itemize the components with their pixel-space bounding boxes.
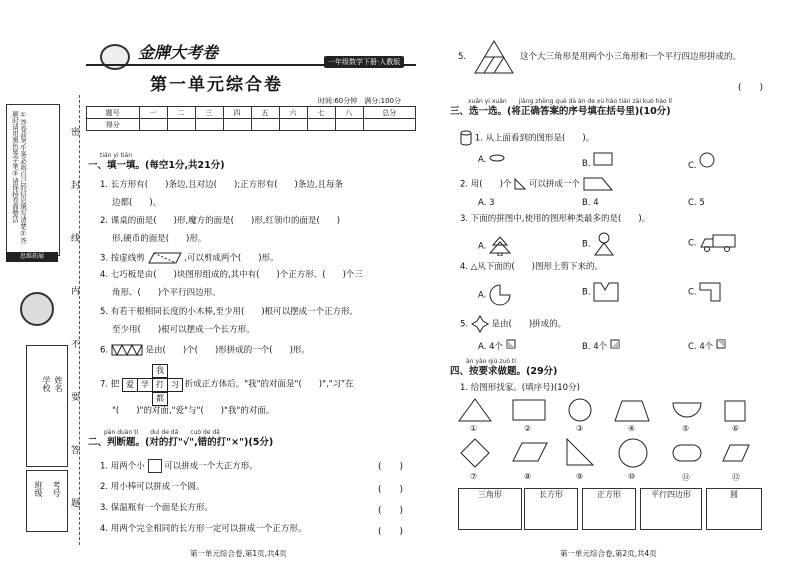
q4-line1: 4. 七巧板是由( )块图形组成的,其中有( )个正方形、( )个三	[100, 270, 363, 280]
option-label: C.	[688, 287, 697, 298]
sidebar-info-box	[26, 345, 68, 467]
q3-text-b: ,可以剪成两个( )形。	[184, 253, 279, 264]
notched-rect-icon	[593, 282, 619, 302]
q5-line1: 5. 有若干根相同长度的小木棒,至少用( )根可以摆成一个正方形,	[100, 307, 353, 317]
cube-net	[122, 366, 182, 403]
shape-number: ⑨	[576, 472, 584, 481]
slanted-parallelogram-shape	[722, 444, 750, 462]
shape-number: ⑥	[732, 424, 740, 433]
big-triangle-icon	[474, 40, 514, 74]
trapezoid-shape	[614, 400, 650, 422]
sidebar-tag: 思维拓展	[6, 252, 58, 262]
seal-char: 封	[71, 181, 81, 191]
shape-number: ③	[576, 424, 584, 433]
q2-line1: 2. 课桌的面是( )形,魔方的面是( )形,红领巾的面是( )	[100, 216, 341, 226]
sidebar-class-box	[26, 470, 68, 532]
square-shape	[724, 400, 746, 422]
section3-pinyin: xuǎn yi xuǎn jiāng zhèng què dá àn de xù hào tián zài kuò hào lǐ	[468, 98, 672, 105]
answer-paren[interactable]: ( )	[378, 485, 404, 495]
shape-number: ⑧	[524, 472, 532, 481]
home-label: 正方形	[597, 490, 621, 499]
choice-question: 3. 下面的拼图中,使用的图形种类最多的是( )。	[460, 214, 651, 224]
table-cell: 八	[335, 107, 363, 119]
judge-item: 2. 用小棒可以拼成一个圆。	[100, 482, 205, 492]
shape-number: ⑤	[682, 424, 690, 433]
score-table	[86, 106, 416, 131]
choice-question	[460, 177, 613, 191]
option-label: C. 4个	[688, 342, 714, 352]
option-b[interactable]	[582, 282, 619, 302]
option-label: A. 4个	[478, 342, 503, 352]
answer-paren[interactable]: ( )	[378, 527, 404, 537]
grade-badge: 一年级数学下册·人教版	[324, 56, 404, 68]
binding-sidebar	[0, 0, 81, 566]
footer-right: 第一单元综合卷,第2页,共4页	[560, 549, 657, 558]
field-school: 学校	[42, 376, 51, 392]
triangle-shape	[458, 398, 492, 422]
table-cell	[195, 119, 223, 131]
circle-icon	[699, 152, 715, 168]
shape-number: ⑦	[470, 472, 478, 481]
shape-number: ⑫	[732, 473, 740, 482]
pacman-shape-icon	[489, 284, 511, 306]
choice-q-text: 可以拼成一个	[528, 179, 580, 190]
net-cell: 我	[152, 364, 168, 378]
answer-paren[interactable]: ( )	[378, 506, 404, 516]
q7-text-a: 7. 把	[100, 379, 120, 390]
option-label: B.	[582, 239, 591, 250]
table-cell: 四	[223, 107, 251, 119]
option-b[interactable]	[582, 232, 615, 256]
sidebar-mascot-icon	[20, 292, 54, 326]
brand-mascot-icon	[100, 44, 130, 70]
option-label: A.	[478, 241, 487, 252]
net-cell: 爱	[122, 378, 138, 392]
truck-icon	[699, 234, 737, 252]
choice-question	[460, 130, 594, 146]
field-number: 考号	[52, 481, 61, 497]
cut-square-icon	[699, 282, 721, 302]
cylinder-icon	[460, 130, 472, 146]
section1-heading: 一、填一填。(每空1分,共21分)	[88, 160, 225, 171]
option-label: B.	[582, 159, 591, 169]
right-triangle-shape	[566, 438, 594, 466]
section2-pinyin: pàn duàn tí duì de dǎ cuò de dǎ	[104, 429, 220, 436]
time-info: 时间:60分钟 满分:100分	[318, 97, 401, 105]
option-label: B. 4个	[582, 342, 608, 352]
option-a[interactable]	[478, 236, 511, 256]
diamond-shape	[460, 438, 490, 468]
shape-number: ①	[470, 424, 478, 433]
judge-text-b: 可以拼成一个大正方形。	[164, 461, 258, 472]
table-cell	[335, 119, 363, 131]
table-cell: 题号	[87, 107, 140, 119]
section4-heading: 四、按要求做题。(29分)	[450, 366, 558, 377]
choice-q-text: 1. 从上面看到的图形是( )。	[474, 133, 595, 144]
table-cell: 五	[251, 107, 279, 119]
q1-line1: 1. 长方形有( )条边,且对边( );正方形有( )条边,且每条	[100, 180, 343, 190]
table-cell	[251, 119, 279, 131]
shape-number: ⑩	[628, 472, 636, 481]
q3-text-a: 3. 按虚线剪	[100, 253, 145, 264]
star-square-icon	[471, 315, 489, 333]
seal-char: 要	[71, 393, 81, 403]
answer-paren[interactable]: ( )	[738, 83, 764, 93]
option-b[interactable]	[582, 152, 613, 170]
option-label: A.	[478, 155, 487, 165]
table-cell: 三	[195, 107, 223, 119]
small-triangle-icon	[514, 178, 526, 190]
parallelogram-dashed-icon	[148, 252, 182, 264]
shape-number: ②	[524, 424, 532, 433]
judge-item: 4. 用两个完全相同的长方形一定可以拼成一个正方形。	[100, 524, 307, 534]
net-cell: 学	[137, 378, 153, 392]
trapezoid-icon	[583, 177, 613, 191]
r-q5-text: 这个大三角形是用两个小三角形和一个平行四边形拼成的。	[520, 52, 742, 62]
seal-char: 密	[71, 128, 81, 138]
brand-logo: 金牌大考卷	[138, 43, 219, 62]
option-c[interactable]: C. 5	[688, 198, 705, 208]
judge-item: 3. 保温瓶有一个面是长方形。	[100, 503, 213, 513]
circle-shape	[568, 398, 592, 422]
table-row	[87, 107, 416, 119]
choice-q-text: 5.	[460, 319, 469, 330]
option-c[interactable]	[688, 339, 726, 353]
seal-dashed-line	[79, 95, 80, 545]
seal-char: 答	[71, 446, 81, 456]
option-label: A.	[478, 290, 487, 301]
table-cell: 总分	[363, 107, 416, 119]
sidebar-note-box	[6, 104, 60, 256]
table-cell: 二	[167, 107, 195, 119]
table-cell: 七	[307, 107, 335, 119]
option-a[interactable]	[478, 284, 511, 306]
q7-text-b: 折成正方体后。"我"的对面是"( )","习"在	[184, 379, 354, 390]
option-label: C.	[688, 238, 697, 249]
home-box-circle[interactable]	[706, 488, 762, 530]
home-label: 三角形	[478, 490, 502, 499]
q7-line2: "( )"的对面,"爱"与"( )"我"的对面。	[112, 406, 275, 416]
home-box-square[interactable]	[582, 488, 636, 530]
robot-icon	[593, 232, 615, 256]
ellipse-icon	[489, 154, 505, 162]
section1-pinyin: tián yi tián	[100, 152, 133, 159]
seal-char: 不	[71, 340, 81, 350]
option-b[interactable]	[582, 339, 620, 353]
section4-sub: 1. 给图形找家。(填序号)(10分)	[460, 383, 580, 393]
choice-question: 4. △从下面的( )图形上剪下来的。	[460, 262, 603, 272]
q1-line2: 边都( )。	[112, 198, 162, 208]
shape-number: ④	[628, 424, 636, 433]
seal-char: 题	[71, 499, 81, 509]
table-cell	[363, 119, 416, 131]
field-class: 班级	[34, 481, 43, 497]
corner-triangle-icon	[610, 339, 620, 349]
corner-triangle-icon	[716, 339, 726, 349]
choice-q-text: 2. 用( )个	[460, 179, 512, 190]
table-cell	[223, 119, 251, 131]
section4-pinyin: àn yāo qiú zuò tí	[466, 358, 516, 365]
option-a[interactable]: A. 3	[478, 198, 495, 208]
r-q5	[458, 52, 466, 63]
corner-triangle-icon	[506, 339, 516, 349]
home-label: 圆	[730, 490, 738, 499]
q4-line2: 角形、( )个平行四边形。	[112, 288, 221, 298]
option-a[interactable]	[478, 154, 505, 166]
answer-paren[interactable]: ( )	[378, 462, 404, 472]
semicircle-shape	[672, 402, 702, 420]
rounded-rect-shape	[672, 444, 702, 462]
table-cell: 一	[139, 107, 167, 119]
choice-question	[460, 315, 566, 333]
q6-text-b: 是由( )个( )形拼成的一个( )形。	[145, 345, 310, 356]
section2-heading: 二、判断题。(对的打"√",错的打"×")(5分)	[88, 437, 274, 448]
option-label: B.	[582, 287, 591, 298]
home-box-rectangle[interactable]	[524, 488, 578, 530]
option-c[interactable]	[688, 234, 737, 252]
table-row	[87, 119, 416, 131]
option-label: C.	[688, 161, 697, 171]
option-c[interactable]	[688, 152, 715, 172]
net-cell: 打	[152, 378, 168, 392]
home-box-parallelogram[interactable]	[640, 488, 702, 530]
sidebar-note: ①答卷前考生务必将自己的信息填写清楚②答题时请用黑色签字笔③请保持卷面整洁	[11, 111, 27, 244]
triangles-strip-icon	[111, 344, 143, 356]
page-title: 第一单元综合卷	[150, 75, 283, 95]
field-name: 姓名	[54, 376, 63, 392]
judge-text: 1. 用两个小	[100, 461, 145, 472]
r-q5-num: 5.	[458, 52, 467, 62]
home-label: 平行四边形	[651, 490, 691, 499]
option-c[interactable]	[688, 282, 721, 302]
footer-left: 第一单元综合卷,第1页,共4页	[190, 549, 287, 558]
judge-item	[100, 459, 258, 473]
shape-number: ⑪	[682, 473, 690, 482]
table-cell: 六	[279, 107, 307, 119]
net-cell: 习	[167, 378, 183, 392]
net-cell: 都	[152, 392, 168, 406]
seal-char: 线	[71, 234, 81, 244]
table-cell	[307, 119, 335, 131]
section3-heading: 三、选一选。(将正确答案的序号填在括号里)(10分)	[450, 106, 671, 117]
choice-q-text: 是由( )拼成的。	[491, 319, 567, 330]
option-a[interactable]	[478, 339, 516, 353]
tree-icon	[489, 236, 511, 256]
q6	[100, 344, 310, 357]
q3	[100, 252, 279, 265]
table-cell	[167, 119, 195, 131]
parallelogram-shape	[512, 442, 548, 462]
q2-line2: 形,硬币的面是( )形。	[112, 234, 207, 244]
q6-text-a: 6.	[100, 345, 109, 356]
home-label: 长方形	[539, 490, 563, 499]
table-cell	[139, 119, 167, 131]
rectangle-shape	[512, 399, 546, 421]
home-box-triangle[interactable]	[458, 488, 522, 530]
q5-line2: 至少用( )根可以摆成一个长方形。	[112, 325, 255, 335]
q7-line1	[100, 366, 354, 403]
square-icon	[148, 459, 162, 473]
table-cell: 得分	[87, 119, 140, 131]
large-circle-shape	[618, 438, 648, 468]
option-b[interactable]: B. 4	[582, 198, 599, 208]
seal-char: 内	[71, 287, 81, 297]
rectangle-icon	[593, 152, 613, 166]
table-cell	[279, 119, 307, 131]
